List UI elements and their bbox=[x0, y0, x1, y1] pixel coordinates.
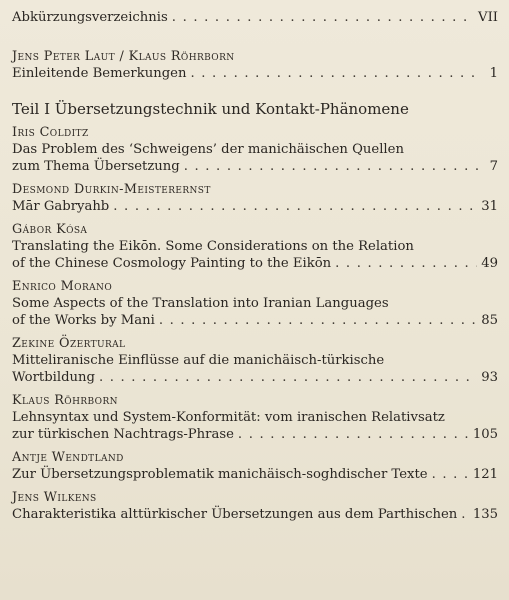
leader-dots bbox=[238, 426, 469, 443]
toc-entry bbox=[12, 335, 498, 386]
toc-row bbox=[12, 369, 498, 386]
toc-entry bbox=[12, 489, 498, 523]
toc-row-abbreviations bbox=[12, 9, 498, 26]
page-number: 85 bbox=[481, 313, 498, 328]
toc-entry-title-line: Wortbildung bbox=[12, 370, 95, 385]
toc-entry-author: Iris Colditz bbox=[12, 125, 89, 140]
page-number: 105 bbox=[472, 427, 498, 442]
toc-entry-title-line: Mitteliranische Einflüsse auf die manichäisch-türkische bbox=[12, 353, 385, 368]
toc-row bbox=[12, 466, 498, 483]
toc-row bbox=[12, 198, 498, 215]
toc-entry-title-line: of the Chinese Cosmology Painting to the Eikōn bbox=[12, 256, 332, 271]
toc-entry-author: Jens Wilkens bbox=[12, 490, 97, 505]
toc-entry bbox=[12, 449, 498, 483]
toc-entry bbox=[12, 221, 498, 272]
toc-entry-author: Zekine Özertural bbox=[12, 336, 126, 351]
toc-entry-title-line: Mār Gabryahb bbox=[12, 199, 110, 214]
leader-dots bbox=[113, 198, 477, 215]
leader-dots bbox=[172, 9, 474, 26]
toc-entry-author: Enrico Morano bbox=[12, 279, 113, 294]
toc-entry-title: Einleitende Bemerkungen bbox=[12, 66, 187, 81]
leader-dots bbox=[190, 65, 480, 82]
toc-entry-title-line: Zur Übersetzungsproblematik manichäisch-soghdischer Texte bbox=[12, 467, 428, 482]
toc-entry bbox=[12, 278, 498, 329]
page-number: VII bbox=[478, 10, 498, 25]
toc-entry-title: Abkürzungsverzeichnis bbox=[12, 10, 168, 25]
toc-entry-title-line: of the Works by Mani bbox=[12, 313, 155, 328]
toc-row bbox=[12, 158, 498, 175]
page-number: 121 bbox=[472, 467, 498, 482]
toc-entry bbox=[12, 181, 498, 215]
leader-dots bbox=[335, 255, 477, 272]
toc-entry-title-line: Lehnsyntax und System-Konformität: vom iranischen Relativsatz bbox=[12, 410, 445, 425]
toc-entry-title-line: Charakteristika alttürkischer Übersetzungen aus dem Parthischen bbox=[12, 507, 458, 522]
toc-entry bbox=[12, 124, 498, 175]
leader-dots bbox=[461, 506, 469, 523]
toc-entry-author: Gábor Kósa bbox=[12, 222, 88, 237]
leader-dots bbox=[159, 312, 477, 329]
section-heading: Teil I Übersetzungstechnik und Kontakt-Phänomene bbox=[12, 100, 409, 118]
toc-entry-title-line: Das Problem des ‘Schweigens’ der manichäischen Quellen bbox=[12, 142, 404, 157]
toc-row bbox=[12, 426, 498, 443]
toc-entry-author: Jens Peter Laut / Klaus Röhrborn bbox=[12, 49, 235, 64]
toc-entry-intro bbox=[12, 48, 498, 82]
toc-entry-title-line: zur türkischen Nachtrags-Phrase bbox=[12, 427, 234, 442]
toc-row bbox=[12, 312, 498, 329]
leader-dots bbox=[432, 466, 469, 483]
toc-entry-author: Desmond Durkin-Meisterernst bbox=[12, 182, 211, 197]
toc-row bbox=[12, 65, 498, 82]
toc-row bbox=[12, 506, 498, 523]
leader-dots bbox=[99, 369, 477, 386]
leader-dots bbox=[184, 158, 480, 175]
page-number: 1 bbox=[489, 66, 498, 81]
toc-row bbox=[12, 255, 498, 272]
toc-entry-author: Klaus Röhrborn bbox=[12, 393, 118, 408]
toc-entry-title-line: Some Aspects of the Translation into Iranian Languages bbox=[12, 296, 389, 311]
toc-entry-title-line: zum Thema Übersetzung bbox=[12, 159, 180, 174]
page-number: 135 bbox=[472, 507, 498, 522]
toc-entry bbox=[12, 392, 498, 443]
toc-entry-title-line: Translating the Eikōn. Some Considerations on the Relation bbox=[12, 239, 414, 254]
page-number: 49 bbox=[481, 256, 498, 271]
toc-entry-author: Antje Wendtland bbox=[12, 450, 124, 465]
page-number: 31 bbox=[481, 199, 498, 214]
page-number: 93 bbox=[481, 370, 498, 385]
page-number: 7 bbox=[489, 159, 498, 174]
